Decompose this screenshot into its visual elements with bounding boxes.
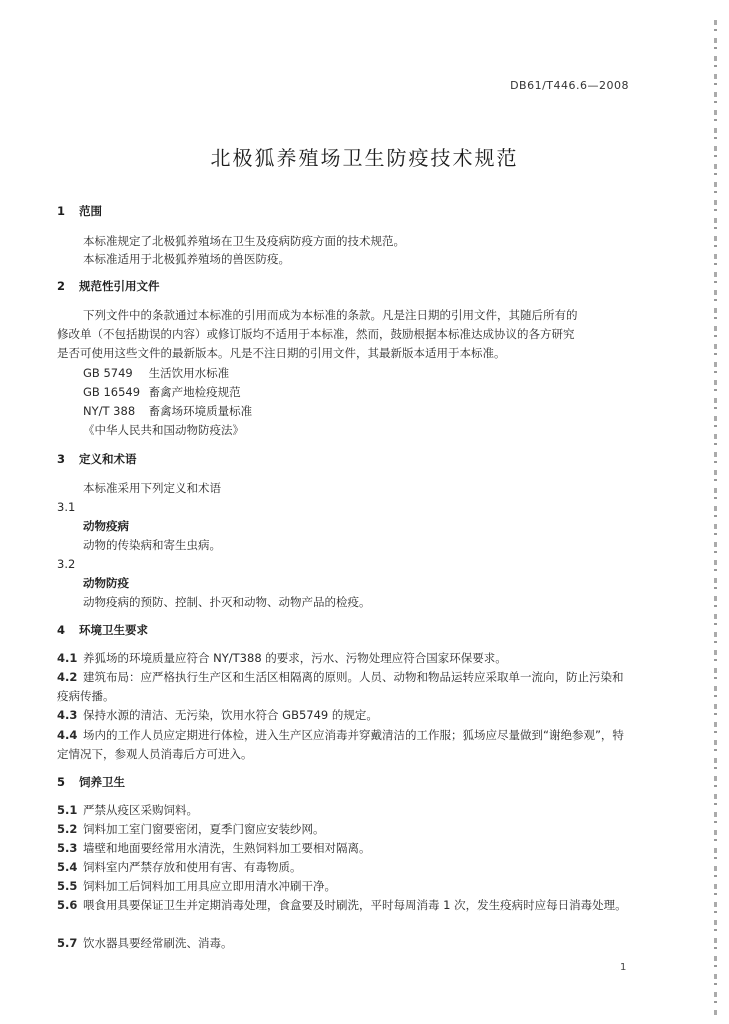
document-title: 北极狐养殖场卫生防疫技术规范 [210,146,519,170]
section-title: 环境卫生要求 [79,623,149,637]
term-definition: 动物的传染病和寄生虫病。 [83,538,221,552]
reference-item [83,365,229,382]
page-number: 1 [620,962,627,973]
clause [57,934,632,953]
scope-line-2: 本标准适用于北极狐养殖场的兽医防疫。 [83,252,290,266]
clause-number: 5.3 [57,841,78,855]
clause-number: 5.5 [57,879,78,893]
clause-text: 饲料加工后饲料加工用具应立即用清水冲刷干净。 [83,879,336,893]
standard-code: DB61/T446.6—2008 [510,79,629,92]
term-number: 3.1 [57,500,76,514]
clause-text: 场内的工作人员应定期进行体检，进入生产区应消毒并穿戴清洁的工作服；狐场应尽量做到“谢绝参观”，特定情况下，参观人员消毒后方可进入。 [57,728,624,761]
section-number: 2 [57,279,66,293]
reference-code: GB 5749 [83,366,133,380]
clause-number: 5.7 [57,936,78,950]
clause-text: 建筑布局：应严格执行生产区和生活区相隔离的原则。人员、动物和物品运转应采取单一流向，防止污染和疫病传播。 [57,670,624,703]
clause-number: 5.2 [57,822,78,836]
clause-text: 饲料室内严禁存放和使用有害、有毒物质。 [83,860,302,874]
term-definition: 动物疫病的预防、控制、扑灭和动物、动物产品的检疫。 [83,595,371,609]
term-number: 3.2 [57,557,76,571]
clause-number: 4.1 [57,651,78,665]
clause [57,668,632,706]
section-2-heading [57,278,160,295]
clause [57,839,632,858]
definitions-intro: 本标准采用下列定义和术语 [83,481,221,495]
clause-text: 饮水器具要经常刷洗、消毒。 [83,936,233,950]
clause-number: 5.6 [57,898,78,912]
clause-number: 4.3 [57,708,78,722]
section-title: 饲养卫生 [79,775,126,789]
scope-line-1: 本标准规定了北极狐养殖场在卫生及疫病防疫方面的技术规范。 [83,234,405,248]
clause [57,801,632,820]
reference-name: 畜禽产地检疫规范 [148,385,241,399]
clause [57,726,632,764]
clause-text: 严禁从疫区采购饲料。 [83,803,198,817]
section-title: 定义和术语 [79,452,137,466]
section-title: 规范性引用文件 [79,279,160,293]
reference-item [83,403,252,420]
section-4-heading [57,622,148,639]
section-number: 5 [57,775,66,789]
clause [57,896,632,915]
section-1-heading [57,203,102,220]
section-3-heading [57,451,137,468]
term-name: 动物防疫 [83,576,129,590]
references-paragraph-line-1: 下列文件中的条款通过本标准的引用而成为本标准的条款。凡是注日期的引用文件，其随后所有的 [83,308,578,322]
section-title: 范围 [79,204,103,218]
clause-text: 喂食用具要保证卫生并定期消毒处理，食盒要及时刷洗，平时每周消毒 1 次，发生疫病时应每日消毒处理。 [83,898,627,912]
section-number: 4 [57,623,66,637]
reference-code: GB 16549 [83,385,141,399]
clause-text: 养狐场的环境质量应符合 NY/T388 的要求，污水、污物处理应符合国家环保要求。 [83,651,507,665]
clause [57,858,632,877]
clause-number: 4.4 [57,728,78,742]
clause-text: 墙壁和地面要经常用水清洗，生熟饲料加工要相对隔离。 [83,841,371,855]
clause-number: 5.4 [57,860,78,874]
clause-number: 4.2 [57,670,78,684]
clause [57,820,632,839]
section-number: 3 [57,452,66,466]
reference-name: 生活饮用水标准 [148,366,230,380]
references-paragraph-line-2: 修改单（不包括勘误的内容）或修订版均不适用于本标准，然而，鼓励根据本标准达成协议的各方研究 [57,327,575,341]
clause [57,877,632,896]
reference-code: NY/T 388 [83,404,136,418]
references-paragraph-line-3: 是否可使用这些文件的最新版本。凡是不注日期的引用文件，其最新版本适用于本标准。 [57,346,506,360]
section-5-heading [57,774,125,791]
section-number: 1 [57,204,66,218]
clause-text: 饲料加工室门窗要密闭，夏季门窗应安装纱网。 [83,822,325,836]
reference-item [83,384,241,401]
reference-law: 《中华人民共和国动物防疫法》 [83,423,244,437]
clause-number: 5.1 [57,803,78,817]
clause-text: 保持水源的清洁、无污染，饮用水符合 GB5749 的规定。 [83,708,378,722]
reference-name: 畜禽场环境质量标准 [148,404,253,418]
clause [57,649,632,668]
term-name: 动物疫病 [83,519,129,533]
clause [57,706,632,725]
